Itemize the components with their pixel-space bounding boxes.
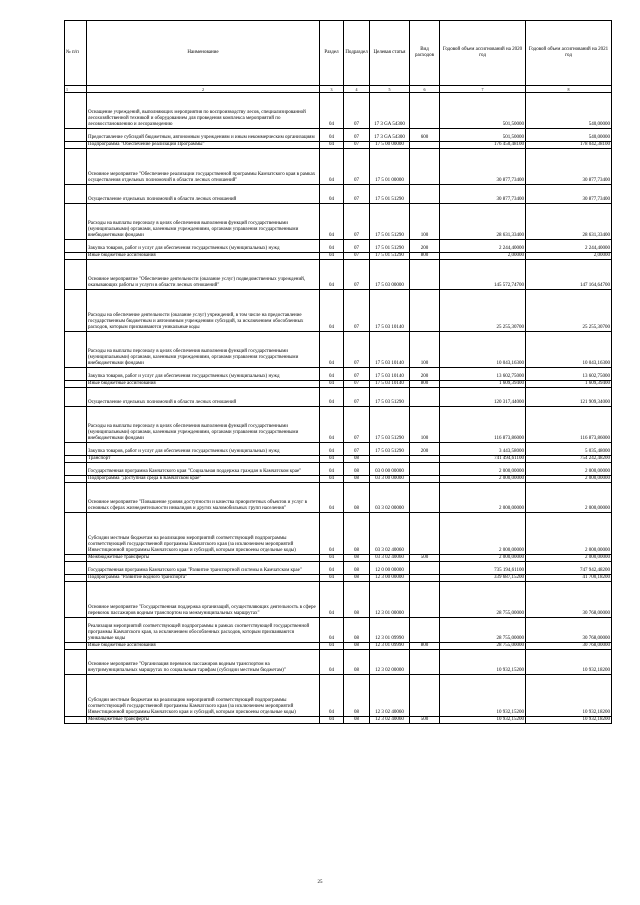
row-statya-cell: 17 5 00 00000 (370, 142, 410, 149)
row-name-cell: Основное мероприятие "Повышение уровня доступности и качества приоритетных объектов и услуг в основных сферах жизнедеятельности инвалидов и других маломобильных групп населения" (87, 483, 320, 513)
row-statya-cell: 17 5 03 51290 (370, 407, 410, 443)
row-2021-cell: 41 700,18200 (526, 575, 612, 582)
row-index-cell (65, 618, 87, 643)
row-2021-cell: 2 000,00000 (526, 463, 612, 476)
row-statya-cell: 03 0 00 00000 (370, 463, 410, 476)
row-razdel-cell: 04 (320, 290, 344, 332)
row-index-cell (65, 149, 87, 185)
row-vid-cell: 500 (410, 555, 440, 562)
row-razdel-cell: 04 (320, 675, 344, 717)
row-statya-cell: 12 3 01 09990 (370, 618, 410, 643)
row-index-cell (65, 381, 87, 388)
column-number: 7 (440, 86, 526, 93)
row-statya-cell: 17 3 GA 54300 (370, 93, 410, 129)
row-index-cell (65, 675, 87, 717)
row-2021-cell: 2,00000 (526, 253, 612, 260)
row-podrazdel-cell: 07 (344, 253, 370, 260)
row-podrazdel-cell: 08 (344, 717, 370, 724)
row-2020-cell: 25 255,30700 (440, 290, 526, 332)
row-vid-cell: 800 (410, 643, 440, 650)
table-body (65, 93, 612, 724)
row-razdel-cell: 04 (320, 381, 344, 388)
row-statya-cell: 12 3 02 40060 (370, 675, 410, 717)
row-index-cell (65, 260, 87, 290)
row-razdel-cell: 04 (320, 463, 344, 476)
row-statya-cell: 17 5 01 51290 (370, 253, 410, 260)
row-2020-cell: 2 244,40000 (440, 240, 526, 253)
row-2020-cell: 2,00000 (440, 253, 526, 260)
row-razdel-cell: 04 (320, 618, 344, 643)
row-statya-cell: 03 3 00 00000 (370, 476, 410, 483)
row-name-cell: Осуществление отдельных полномочий в области лесных отношений (87, 388, 320, 407)
row-name-cell: Расходы на выплаты персоналу в целях обеспечения выполнения функций государственными (муниципальными) органами, казенными учреждениями, органами управления государственными внебюджетными фондами (87, 407, 320, 443)
row-podrazdel-cell: 08 (344, 463, 370, 476)
row-vid-cell (410, 93, 440, 129)
row-razdel-cell: 04 (320, 562, 344, 575)
row-name-cell: Межбюджетные трансферты (87, 555, 320, 562)
column-number: 5 (370, 86, 410, 93)
row-vid-cell (410, 260, 440, 290)
row-vid-cell (410, 142, 440, 149)
row-statya-cell: 17 5 01 00000 (370, 149, 410, 185)
row-statya-cell: 17 5 03 51290 (370, 388, 410, 407)
row-vid-cell (410, 675, 440, 717)
row-index-cell (65, 204, 87, 240)
row-podrazdel-cell: 07 (344, 93, 370, 129)
row-podrazdel-cell: 07 (344, 129, 370, 142)
row-razdel-cell: 04 (320, 185, 344, 204)
row-2020-cell: 2 000,00000 (440, 463, 526, 476)
row-podrazdel-cell: 07 (344, 388, 370, 407)
row-statya-cell: 17 5 03 10140 (370, 368, 410, 381)
column-number: 3 (320, 86, 344, 93)
row-index-cell (65, 332, 87, 368)
row-razdel-cell: 04 (320, 240, 344, 253)
row-statya-cell: 12 3 01 00000 (370, 582, 410, 618)
table-row (65, 555, 612, 562)
row-2021-cell: 540,00000 (526, 93, 612, 129)
row-2021-cell: 2 000,00000 (526, 476, 612, 483)
row-2020-cell: 501,50000 (440, 93, 526, 129)
row-statya-cell: 12 3 02 00000 (370, 650, 410, 675)
row-name-cell: Основное мероприятие "Государственная поддержка организаций, осуществляющих деятельность в сфере перевозок пассажиров водным транспортом на межмуниципальных маршрутах" (87, 582, 320, 618)
row-index-cell (65, 253, 87, 260)
row-vid-cell (410, 483, 440, 513)
row-podrazdel-cell: 08 (344, 483, 370, 513)
row-2020-cell: 1 609,39400 (440, 381, 526, 388)
budget-table (64, 20, 612, 724)
row-2021-cell: 747 942,48200 (526, 562, 612, 575)
header-2021: Годовой объем ассигнований на 2021 год (526, 21, 612, 86)
row-statya-cell: 17 5 03 10140 (370, 381, 410, 388)
row-name-cell: Закупка товаров, работ и услуг для обеспечения государственных (муниципальных) нужд (87, 443, 320, 456)
row-2021-cell: 1 609,39400 (526, 381, 612, 388)
row-vid-cell (410, 650, 440, 675)
row-razdel-cell: 04 (320, 476, 344, 483)
row-razdel-cell: 04 (320, 513, 344, 555)
row-vid-cell: 100 (410, 332, 440, 368)
table-row (65, 513, 612, 555)
row-name-cell: Основное мероприятие "Обеспечение деятельности (оказание услуг) подведомственных учреждений, оказывающих работы и услуги в области лесных отношений" (87, 260, 320, 290)
row-2021-cell: 5 035,48000 (526, 443, 612, 456)
header-2020: Годовой объем ассигнований на 2020 год (440, 21, 526, 86)
row-index-cell (65, 555, 87, 562)
table-row (65, 443, 612, 456)
row-podrazdel-cell: 08 (344, 513, 370, 555)
row-2020-cell: 28 631,33400 (440, 204, 526, 240)
row-razdel-cell: 04 (320, 332, 344, 368)
column-number: 1 (65, 86, 87, 93)
table-header-row (65, 21, 612, 86)
row-2021-cell: 147 164,64700 (526, 260, 612, 290)
row-podrazdel-cell: 08 (344, 618, 370, 643)
row-index-cell (65, 582, 87, 618)
row-2021-cell: 116 873,86000 (526, 407, 612, 443)
row-vid-cell (410, 476, 440, 483)
row-index-cell (65, 456, 87, 463)
row-2020-cell: 3 443,58000 (440, 443, 526, 456)
row-vid-cell (410, 290, 440, 332)
row-2021-cell: 121 909,34000 (526, 388, 612, 407)
row-name-cell: Расходы на обеспечение деятельности (оказание услуг) учреждений, в том числе на предоставление государственным бюджетным и автономным учреждениям субсидий, за исключением обособленных расходов, которым присваиваются уникальные коды (87, 290, 320, 332)
table-row (65, 562, 612, 575)
row-statya-cell: 17 5 03 10140 (370, 290, 410, 332)
row-index-cell (65, 185, 87, 204)
row-2021-cell: 10 932,18200 (526, 675, 612, 717)
row-podrazdel-cell: 08 (344, 562, 370, 575)
table-row (65, 185, 612, 204)
row-2021-cell: 28 631,33400 (526, 204, 612, 240)
row-2020-cell: 28 755,00000 (440, 582, 526, 618)
row-index-cell (65, 476, 87, 483)
row-2021-cell: 30 768,00000 (526, 643, 612, 650)
row-podrazdel-cell: 08 (344, 575, 370, 582)
table-row (65, 388, 612, 407)
table-row (65, 483, 612, 513)
row-name-cell: Предоставление субсидий бюджетным, автономным учреждениям и иным некоммерческим организациям (87, 129, 320, 142)
row-2021-cell: 2 000,00000 (526, 555, 612, 562)
table-row (65, 650, 612, 675)
table-row (65, 476, 612, 483)
row-vid-cell (410, 149, 440, 185)
row-razdel-cell: 04 (320, 650, 344, 675)
row-2020-cell: 2 000,00000 (440, 555, 526, 562)
row-podrazdel-cell: 08 (344, 476, 370, 483)
row-name-cell: Транспорт (87, 456, 320, 463)
header-statya: Целевая статья (370, 21, 410, 86)
row-podrazdel-cell: 07 (344, 407, 370, 443)
row-index-cell (65, 142, 87, 149)
row-2020-cell: 501,50000 (440, 129, 526, 142)
row-2021-cell: 2 000,00000 (526, 483, 612, 513)
row-2020-cell: 2 000,00000 (440, 476, 526, 483)
row-name-cell: Подпрограмма "Обеспечение реализации Программы" (87, 142, 320, 149)
row-2020-cell: 10 932,15200 (440, 717, 526, 724)
table-row (65, 381, 612, 388)
row-podrazdel-cell: 07 (344, 142, 370, 149)
row-index-cell (65, 93, 87, 129)
row-2020-cell: 116 873,86000 (440, 407, 526, 443)
row-name-cell: Иные бюджетные ассигнования (87, 381, 320, 388)
row-vid-cell (410, 618, 440, 643)
header-vid: Вид расходов (410, 21, 440, 86)
row-podrazdel-cell: 07 (344, 185, 370, 204)
row-name-cell: Расходы на выплаты персоналу в целях обеспечения выполнения функций государственными (муниципальными) органами, казенными учреждениями, органами управления государственными внебюджетными фондами (87, 204, 320, 240)
row-statya-cell: 12 3 00 00000 (370, 575, 410, 582)
row-podrazdel-cell: 07 (344, 290, 370, 332)
row-name-cell: Осуществление отдельных полномочий в области лесных отношений (87, 185, 320, 204)
row-2021-cell: 10 932,18200 (526, 650, 612, 675)
row-name-cell: Основное мероприятие "Организация перевозок пассажиров водным транспортом на внутримуниципальных маршрутах по социальным тарифам (субсидии местным бюджетам)" (87, 650, 320, 675)
table-row (65, 142, 612, 149)
row-2020-cell: 176 450,48100 (440, 142, 526, 149)
row-2020-cell: 10 932,15200 (440, 675, 526, 717)
row-name-cell: Реализация мероприятий соответствующей подпрограммы в рамках соответствующей государственной программы Камчатского края, за исключением обособленных расходов, которым присваиваются уникальные коды (87, 618, 320, 643)
row-2020-cell: 30 877,73400 (440, 149, 526, 185)
column-number: 8 (526, 86, 612, 93)
row-razdel-cell: 04 (320, 253, 344, 260)
table-row (65, 675, 612, 717)
row-index-cell (65, 562, 87, 575)
row-vid-cell: 200 (410, 240, 440, 253)
row-index-cell (65, 407, 87, 443)
row-statya-cell: 03 3 02 00000 (370, 483, 410, 513)
table-row (65, 618, 612, 643)
row-statya-cell: 12 0 00 00000 (370, 562, 410, 575)
row-2020-cell: 10 043,16300 (440, 332, 526, 368)
table-row (65, 204, 612, 240)
row-name-cell: Иные бюджетные ассигнования (87, 253, 320, 260)
row-name-cell: Государственная программа Камчатского края "Развитие транспортной системы в Камчатском крае" (87, 562, 320, 575)
row-2020-cell: 13 602,75000 (440, 368, 526, 381)
row-name-cell: Закупка товаров, работ и услуг для обеспечения государственных (муниципальных) нужд (87, 368, 320, 381)
row-2021-cell: 754 242,48200 (526, 456, 612, 463)
row-2020-cell: 2 000,00000 (440, 513, 526, 555)
header-podrazdel: Подраздел (344, 21, 370, 86)
row-razdel-cell: 04 (320, 643, 344, 650)
row-2021-cell: 25 255,30700 (526, 290, 612, 332)
row-vid-cell: 200 (410, 443, 440, 456)
row-vid-cell (410, 463, 440, 476)
row-vid-cell (410, 575, 440, 582)
row-2021-cell: 30 877,73400 (526, 185, 612, 204)
row-podrazdel-cell: 07 (344, 381, 370, 388)
table-row (65, 149, 612, 185)
row-razdel-cell: 04 (320, 142, 344, 149)
row-razdel-cell: 04 (320, 443, 344, 456)
row-razdel-cell: 04 (320, 204, 344, 240)
column-number: 2 (87, 86, 320, 93)
row-2021-cell: 10 932,18200 (526, 717, 612, 724)
row-vid-cell (410, 185, 440, 204)
row-2021-cell: 2 000,00000 (526, 513, 612, 555)
row-vid-cell (410, 456, 440, 463)
row-podrazdel-cell: 07 (344, 332, 370, 368)
row-podrazdel-cell: 08 (344, 643, 370, 650)
row-index-cell (65, 443, 87, 456)
row-name-cell: Межбюджетные трансферты (87, 717, 320, 724)
table-row (65, 253, 612, 260)
table-row (65, 582, 612, 618)
row-index-cell (65, 575, 87, 582)
row-vid-cell: 800 (410, 381, 440, 388)
row-podrazdel-cell: 08 (344, 650, 370, 675)
table-row (65, 407, 612, 443)
row-2020-cell: 30 877,73400 (440, 185, 526, 204)
row-index-cell (65, 129, 87, 142)
row-statya-cell: 03 3 02 40060 (370, 513, 410, 555)
table-row (65, 240, 612, 253)
table-row (65, 93, 612, 129)
row-vid-cell: 500 (410, 717, 440, 724)
row-name-cell: Основное мероприятие "Обеспечение реализации государственной программы Камчатского края в рамках осуществления отдельных полномочий в области лесных отношений" (87, 149, 320, 185)
header-number: № п/п (65, 21, 87, 86)
row-statya-cell: 17 5 01 51290 (370, 240, 410, 253)
row-2020-cell: 28 755,00000 (440, 643, 526, 650)
row-podrazdel-cell: 07 (344, 149, 370, 185)
row-statya-cell: 17 5 03 51290 (370, 443, 410, 456)
row-2020-cell: 10 932,15200 (440, 650, 526, 675)
row-vid-cell (410, 513, 440, 555)
row-2020-cell: 120 317,44000 (440, 388, 526, 407)
table-row (65, 456, 612, 463)
row-2020-cell: 145 572,74700 (440, 260, 526, 290)
row-statya-cell: 17 5 03 10140 (370, 332, 410, 368)
table-row (65, 129, 612, 142)
row-index-cell (65, 290, 87, 332)
table-row (65, 717, 612, 724)
row-2020-cell: 741 494,61100 (440, 456, 526, 463)
budget-table-sheet (64, 20, 611, 724)
row-podrazdel-cell: 08 (344, 675, 370, 717)
row-index-cell (65, 483, 87, 513)
row-index-cell (65, 388, 87, 407)
row-razdel-cell: 04 (320, 575, 344, 582)
row-index-cell (65, 717, 87, 724)
row-2020-cell: 339 687,15200 (440, 575, 526, 582)
row-razdel-cell: 04 (320, 149, 344, 185)
row-podrazdel-cell: 08 (344, 456, 370, 463)
row-vid-cell (410, 582, 440, 618)
row-statya-cell: 17 5 01 51290 (370, 185, 410, 204)
row-podrazdel-cell: 07 (344, 260, 370, 290)
row-podrazdel-cell: 07 (344, 443, 370, 456)
row-statya-cell: 12 3 02 40060 (370, 717, 410, 724)
row-2020-cell: 735 194,61100 (440, 562, 526, 575)
row-statya-cell: 17 3 GA 54300 (370, 129, 410, 142)
row-name-cell: Государственная программа Камчатского края "Социальная поддержка граждан в Камчатском крае" (87, 463, 320, 476)
row-2020-cell: 2 000,00000 (440, 483, 526, 513)
row-name-cell: Оснащение учреждений, выполняющих мероприятия по воспроизводству лесов, специализированной лесохозяйственной техникой и оборудованием для проведения комплекса мероприятий по лесовосстановлению и лесоразведению (87, 93, 320, 129)
row-vid-cell: 100 (410, 407, 440, 443)
row-vid-cell: 600 (410, 129, 440, 142)
table-row (65, 643, 612, 650)
page-number: 25 (317, 880, 323, 885)
row-podrazdel-cell: 08 (344, 582, 370, 618)
table-row (65, 332, 612, 368)
row-vid-cell (410, 562, 440, 575)
row-vid-cell (410, 388, 440, 407)
row-razdel-cell: 04 (320, 582, 344, 618)
row-razdel-cell: 04 (320, 388, 344, 407)
row-name-cell: Подпрограмма "Доступная среда в Камчатском крае" (87, 476, 320, 483)
row-index-cell (65, 368, 87, 381)
row-razdel-cell: 04 (320, 368, 344, 381)
row-index-cell (65, 513, 87, 555)
row-2021-cell: 30 768,00000 (526, 618, 612, 643)
column-number: 6 (410, 86, 440, 93)
row-2021-cell: 10 043,16300 (526, 332, 612, 368)
table-row (65, 463, 612, 476)
table-row (65, 260, 612, 290)
row-razdel-cell: 04 (320, 456, 344, 463)
row-vid-cell: 100 (410, 204, 440, 240)
row-name-cell: Субсидии местным бюджетам на реализацию мероприятий соответствующей подпрограммы соответствующей государственной программы Камчатского края (за исключением мероприятий Инвестиционной программы Камчатского края и субсидий, которым присвоены отдельные коды) (87, 513, 320, 555)
row-statya-cell: 12 3 01 09990 (370, 643, 410, 650)
row-2021-cell: 2 244,40000 (526, 240, 612, 253)
column-number-row (65, 86, 612, 93)
row-statya-cell (370, 456, 410, 463)
row-2021-cell: 30 768,00000 (526, 582, 612, 618)
row-name-cell: Подпрограмма "Развитие водного транспорта" (87, 575, 320, 582)
row-razdel-cell: 04 (320, 555, 344, 562)
row-index-cell (65, 643, 87, 650)
row-index-cell (65, 463, 87, 476)
row-2021-cell: 540,00000 (526, 129, 612, 142)
column-number: 4 (344, 86, 370, 93)
row-name-cell: Расходы на выплаты персоналу в целях обеспечения выполнения функций государственными (муниципальными) органами, казенными учреждениями, органами управления государственными внебюджетными фондами (87, 332, 320, 368)
table-row (65, 575, 612, 582)
row-podrazdel-cell: 07 (344, 204, 370, 240)
row-podrazdel-cell: 07 (344, 240, 370, 253)
row-statya-cell: 03 3 02 40060 (370, 555, 410, 562)
row-razdel-cell: 04 (320, 129, 344, 142)
row-podrazdel-cell: 07 (344, 368, 370, 381)
header-name: Наименование (87, 21, 320, 86)
table-row (65, 368, 612, 381)
table-row (65, 290, 612, 332)
row-podrazdel-cell: 08 (344, 555, 370, 562)
row-2021-cell: 30 877,73400 (526, 149, 612, 185)
row-statya-cell: 17 5 03 00000 (370, 260, 410, 290)
row-vid-cell: 800 (410, 253, 440, 260)
row-name-cell: Иные бюджетные ассигнования (87, 643, 320, 650)
row-name-cell: Субсидии местным бюджетам на реализацию мероприятий соответствующей подпрограммы соответствующей государственной программы Камчатского края (за исключением мероприятий Инвестиционной программы Камчатского края и субсидий, которым присвоены отдельные коды) (87, 675, 320, 717)
row-razdel-cell: 04 (320, 717, 344, 724)
row-statya-cell: 17 5 01 51290 (370, 204, 410, 240)
header-razdel: Раздел (320, 21, 344, 86)
row-name-cell: Закупка товаров, работ и услуг для обеспечения государственных (муниципальных) нужд (87, 240, 320, 253)
row-vid-cell: 200 (410, 368, 440, 381)
row-index-cell (65, 650, 87, 675)
row-2021-cell: 13 602,75000 (526, 368, 612, 381)
row-razdel-cell: 04 (320, 483, 344, 513)
row-index-cell (65, 240, 87, 253)
row-razdel-cell: 04 (320, 407, 344, 443)
row-2020-cell: 28 755,00000 (440, 618, 526, 643)
row-razdel-cell: 04 (320, 260, 344, 290)
row-razdel-cell: 04 (320, 93, 344, 129)
row-2021-cell: 178 042,38100 (526, 142, 612, 149)
